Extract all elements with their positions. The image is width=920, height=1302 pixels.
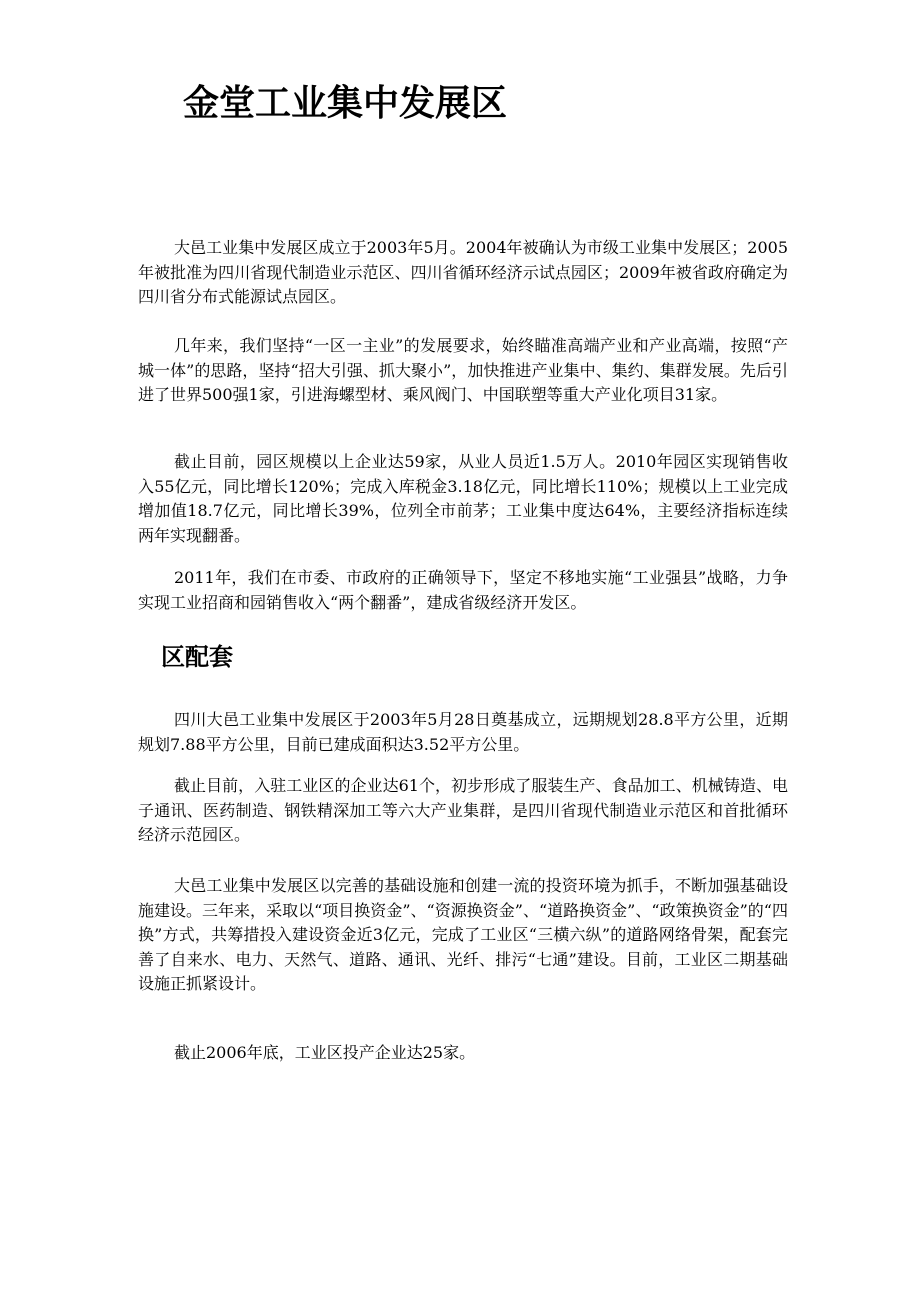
section-paragraph-2006-status: 截止2006年底，工业区投产企业达25家。	[174, 1043, 476, 1062]
intro-paragraph-statistics: 截止目前，园区规模以上企业达59家，从业人员近1.5万人。2010年园区实现销售收入55亿元，同比增长120%；完成入库税金3.18亿元，同比增长110%；规模以上工业完成增加值18.7亿元，同比增长39%，位列全市前茅；工业集中度达64%，主要经济指标连续两年实现翻番。	[138, 452, 788, 545]
section-heading: 区配套	[161, 643, 233, 671]
section-paragraph-enterprises: 截止目前，入驻工业区的企业达61个，初步形成了服装生产、食品加工、机械铸造、电子通讯、医药制造、钢铁精深加工等六大产业集群，是四川省现代制造业示范区和首批循环经济示范园区。	[138, 776, 788, 844]
intro-paragraph-development: 几年来，我们坚持“一区一主业”的发展要求，始终瞄准高端产业和产业高端，按照“产城一体”的思路，坚持“招大引强、抓大聚小”，加快推进产业集中、集约、集群发展。先后引进了世界500强1家，引进海螺型材、乘风阀门、中国联塑等重大产业化项目31家。	[138, 336, 788, 404]
section-paragraph-founding: 四川大邑工业集中发展区于2003年5月28日奠基成立，远期规划28.8平方公里，近期规划7.88平方公里，目前已建成面积达3.52平方公里。	[138, 710, 788, 754]
document-title: 金堂工业集中发展区	[183, 83, 508, 124]
intro-paragraph-2011-plan: 2011年，我们在市委、市政府的正确领导下，坚定不移地实施“工业强县”战略，力争实现工业招商和园销售收入“两个翻番”，建成省级经济开发区。	[138, 568, 788, 612]
section-paragraph-infrastructure: 大邑工业集中发展区以完善的基础设施和创建一流的投资环境为抓手，不断加强基础设施建设。三年来，采取以“项目换资金”、“资源换资金”、“道路换资金”、“政策换资金”的“四换”方式，共筹措投入建设资金近3亿元，完成了工业区“三横六纵”的道路网络骨架，配套完善了自来水、电力、天然气、道路、通讯、光纤、排污“七通”建设。目前，工业区二期基础设施正抓紧设计。	[138, 876, 788, 993]
intro-paragraph-establishment: 大邑工业集中发展区成立于2003年5月。2004年被确认为市级工业集中发展区；2005年被批准为四川省现代制造业示范区、四川省循环经济示试点园区；2009年被省政府确定为四川省分布式能源试点园区。	[138, 238, 788, 306]
